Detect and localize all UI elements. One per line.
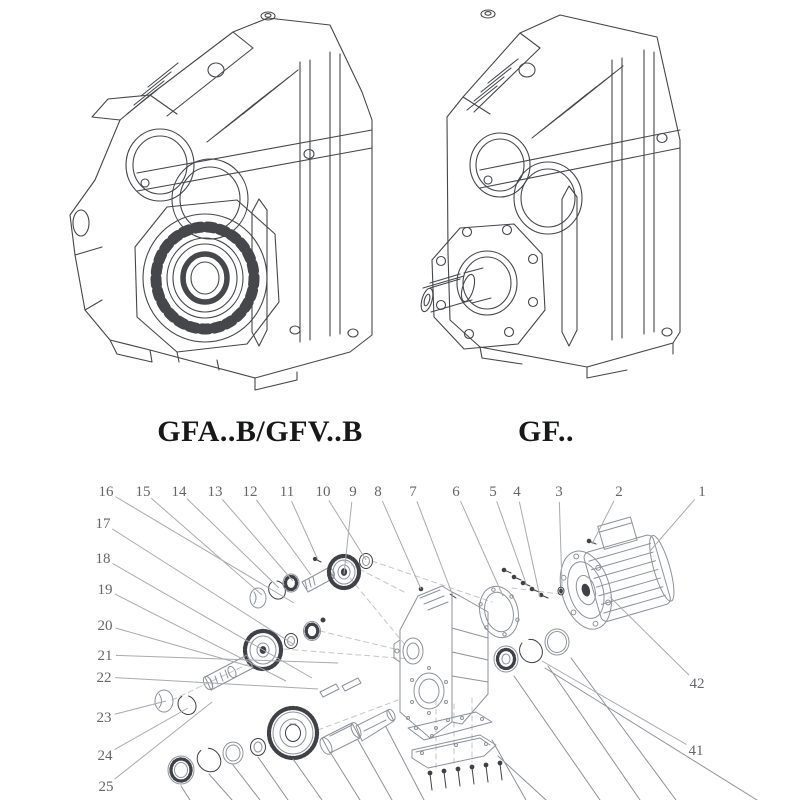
leader-line-part-13 — [222, 499, 293, 581]
part-number-4: 4 — [513, 484, 521, 500]
gfa-housing-lineart — [70, 12, 372, 390]
part-number-21: 21 — [97, 648, 113, 664]
leader-line-part-19 — [115, 594, 286, 681]
figure-gf-drawing — [412, 2, 744, 400]
output-bearing — [494, 646, 518, 672]
part-number-10: 10 — [315, 484, 331, 500]
part-number-13: 13 — [207, 484, 223, 500]
input-shaft-assembly — [250, 554, 373, 609]
leader-line-part-42 — [610, 597, 689, 675]
exploded-parts — [155, 510, 757, 800]
model-label-gf: GF.. — [518, 415, 574, 448]
lug-hole — [208, 63, 224, 77]
part-number-14: 14 — [171, 484, 187, 500]
part-number-6: 6 — [452, 484, 460, 500]
part-callouts — [96, 484, 706, 795]
leader-line-part-24 — [115, 708, 188, 750]
ball-bearing — [168, 756, 194, 784]
gf-housing-lineart — [419, 10, 680, 378]
part-number-18: 18 — [95, 551, 111, 567]
leader-line-part-25 — [115, 702, 212, 779]
oil-seal — [223, 742, 243, 764]
part-number-22: 22 — [96, 670, 112, 686]
washer — [251, 739, 266, 756]
leader-line-part-1 — [650, 499, 695, 551]
part-number-9: 9 — [349, 484, 357, 500]
lock-washer — [360, 554, 373, 569]
leader-line-part-11 — [292, 501, 318, 560]
part-number-5: 5 — [489, 484, 497, 500]
leader-line-part-8 — [382, 501, 421, 589]
leader-line-part-21 — [116, 655, 338, 663]
part-number-16: 16 — [98, 484, 114, 500]
snap-ring — [515, 635, 547, 668]
snap-ring — [192, 743, 225, 776]
part-number-2: 2 — [615, 484, 623, 500]
leader-line-part-7 — [417, 501, 453, 596]
part-number-19: 19 — [97, 582, 113, 598]
washer — [285, 634, 298, 649]
part-number-42: 42 — [689, 676, 705, 692]
figure-gfa-drawing — [57, 2, 402, 400]
leader-line-part-12 — [256, 500, 311, 575]
part-number-11: 11 — [279, 484, 295, 500]
output-gear — [269, 708, 317, 758]
output-shaft — [419, 268, 491, 313]
exploded-view-diagram — [0, 460, 800, 800]
part-number-15: 15 — [135, 484, 151, 500]
part-number-17: 17 — [95, 516, 111, 532]
seal-ring — [545, 629, 569, 655]
output-shaft-assembly — [168, 678, 397, 784]
lug-hole — [519, 63, 535, 77]
part-number-7: 7 — [409, 484, 417, 500]
bearing — [304, 622, 321, 641]
part-number-3: 3 — [555, 484, 563, 500]
output-bearing-ring — [143, 214, 267, 342]
input-bores — [126, 129, 248, 239]
part-number-12: 12 — [242, 484, 258, 500]
leader-line-part-15 — [151, 498, 262, 595]
model-label-gfa: GFA..B/GFV..B — [157, 415, 363, 448]
leader-line-part-6 — [460, 501, 503, 596]
leader-line-part-10 — [329, 500, 366, 560]
part-number-20: 20 — [97, 618, 113, 634]
gearbox-housing — [394, 586, 488, 738]
shaft-key — [320, 684, 339, 697]
motor — [547, 510, 681, 635]
leader-line-part-20 — [116, 628, 252, 667]
part-number-1: 1 — [698, 484, 706, 500]
leader-line-part-23 — [115, 701, 166, 714]
adapter-gasket-ring — [474, 582, 523, 642]
leader-line-part-41 — [542, 661, 686, 744]
output-shaft — [318, 708, 397, 756]
part-number-8: 8 — [374, 484, 382, 500]
part-number-24: 24 — [97, 748, 113, 764]
part-number-41: 41 — [688, 743, 704, 759]
part-number-25: 25 — [98, 779, 114, 795]
leader-line-part-16 — [115, 497, 294, 603]
part-number-23: 23 — [96, 710, 112, 726]
shaft-key — [342, 678, 361, 691]
